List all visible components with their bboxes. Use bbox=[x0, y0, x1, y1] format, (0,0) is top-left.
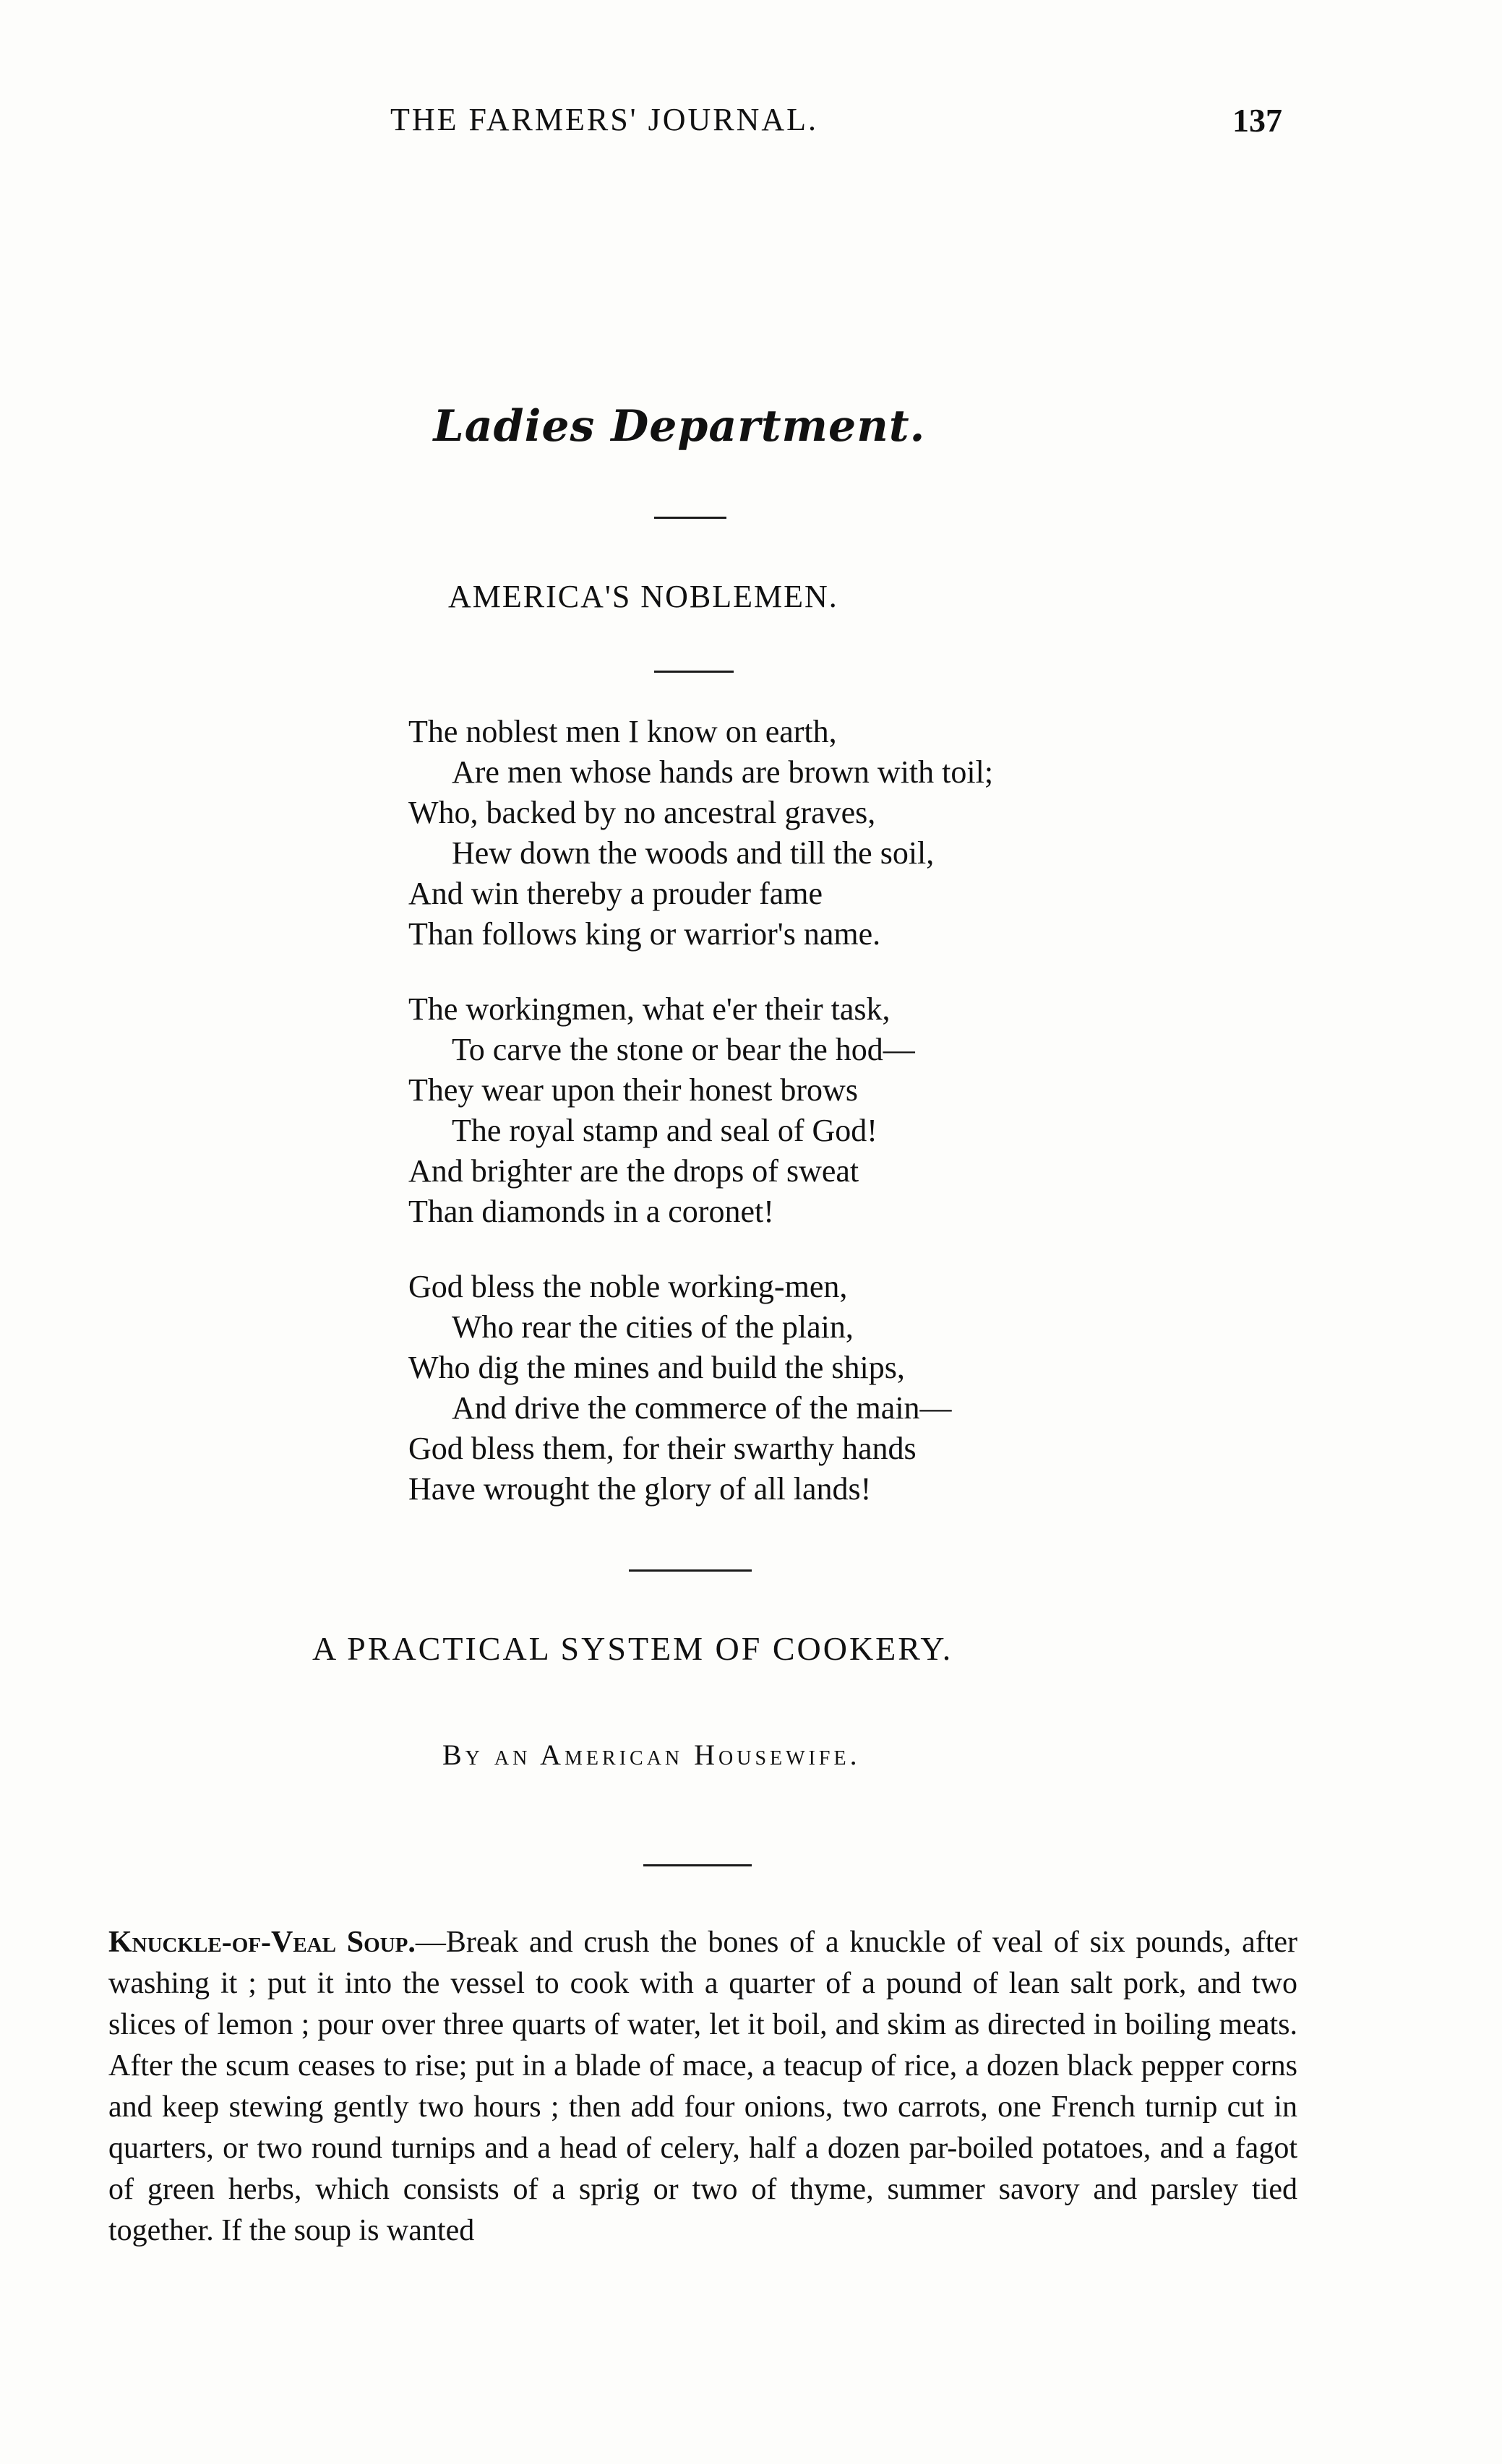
divider-rule bbox=[654, 517, 726, 519]
poem-line: And drive the commerce of the main— bbox=[452, 1390, 952, 1426]
recipe-heading: Knuckle-of-Veal Soup. bbox=[108, 1926, 416, 1959]
recipe-text: —Break and crush the bones of a knuckle of veal of six pounds, after washing it ; put it into the vessel to cook with a quarter of a pound of lean salt pork, and two slices of lemon ; pour over three quarts of water, let it boil, and skim as directed in boiling meats. After the scum ceases to rise; put in a blade of mace, a teacup of rice, a dozen black pepper corns and keep stewing gently two hours ; then add four onions, two carrots, one French turnip cut in quarters, or two round turnips and a head of celery, half a dozen par-boiled potatoes, and a fagot of green herbs, which consists of a sprig or two of thyme, summer savory and parsley tied together. If the soup is wanted bbox=[108, 1926, 1297, 2247]
poem-line: The royal stamp and seal of God! bbox=[452, 1113, 877, 1148]
article-body bbox=[108, 1922, 1297, 2252]
poem-stanza bbox=[408, 989, 1203, 1232]
poem-line: Who dig the mines and build the ships, bbox=[408, 1350, 905, 1385]
poem-line: Who, backed by no ancestral graves, bbox=[408, 795, 876, 830]
poem-line: Who rear the cities of the plain, bbox=[452, 1309, 854, 1345]
article-title: A PRACTICAL SYSTEM OF COOKERY. bbox=[312, 1630, 953, 1667]
poem-line: God bless them, for their swarthy hands bbox=[408, 1431, 917, 1466]
poem-line: The workingmen, what e'er their task, bbox=[408, 991, 891, 1027]
poem-title: AMERICA'S NOBLEMEN. bbox=[448, 579, 838, 614]
section-title: Ladies Department. bbox=[433, 401, 926, 452]
poem-stanza bbox=[408, 1267, 1203, 1509]
poem-line: Than follows king or warrior's name. bbox=[408, 916, 881, 952]
poem-line: And brighter are the drops of sweat bbox=[408, 1153, 859, 1189]
running-title: THE FARMERS' JOURNAL. bbox=[390, 102, 819, 137]
divider-rule bbox=[629, 1569, 752, 1572]
poem-stanza bbox=[408, 712, 1203, 955]
page-number: 137 bbox=[1232, 102, 1282, 139]
poem-line: The noblest men I know on earth, bbox=[408, 714, 837, 749]
poem-line: Than diamonds in a coronet! bbox=[408, 1194, 774, 1229]
poem-line: To carve the stone or bear the hod— bbox=[452, 1032, 915, 1067]
poem-line: God bless the noble working-men, bbox=[408, 1269, 848, 1304]
poem-line: They wear upon their honest brows bbox=[408, 1072, 858, 1108]
poem-line: Are men whose hands are brown with toil; bbox=[452, 754, 994, 790]
poem-body bbox=[408, 712, 1203, 1544]
poem-line: Hew down the woods and till the soil, bbox=[452, 835, 935, 871]
divider-rule bbox=[643, 1864, 752, 1866]
poem-line: Have wrought the glory of all lands! bbox=[408, 1471, 872, 1507]
divider-rule bbox=[654, 671, 734, 673]
article-byline: By an American Housewife. bbox=[442, 1739, 861, 1771]
poem-line: And win thereby a prouder fame bbox=[408, 876, 823, 911]
